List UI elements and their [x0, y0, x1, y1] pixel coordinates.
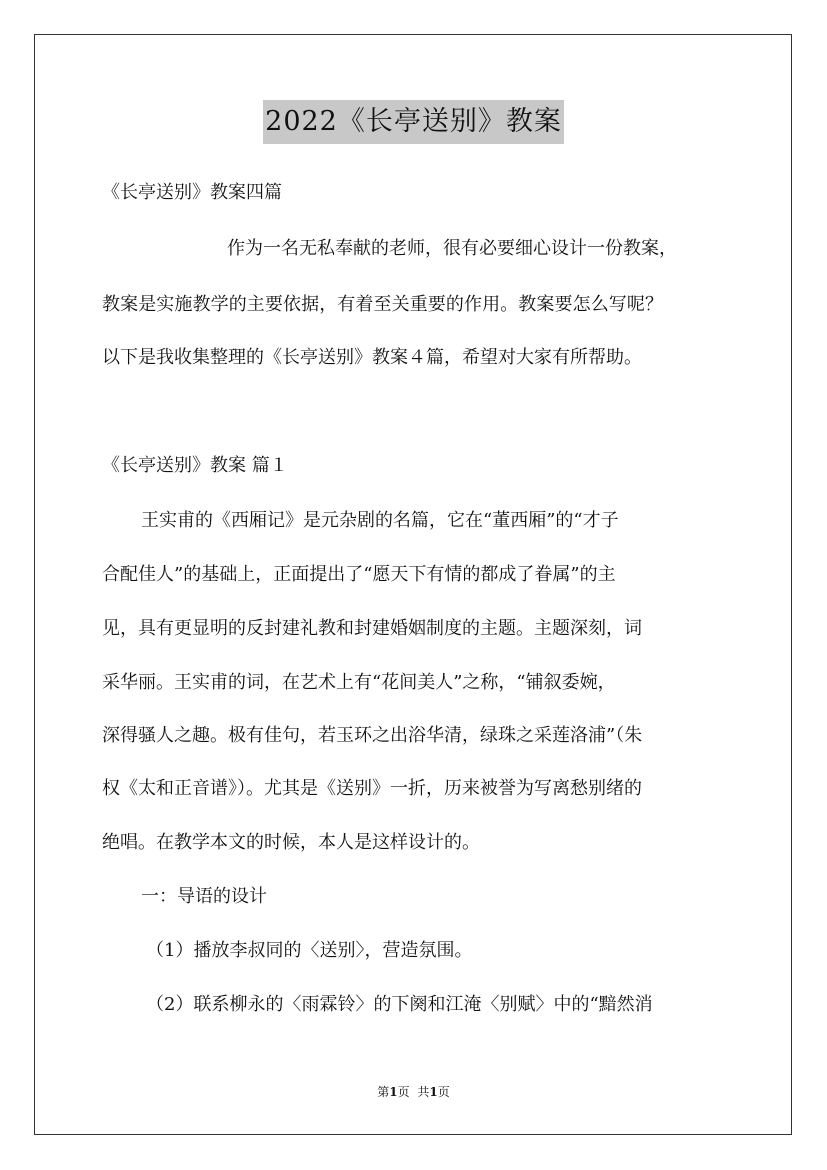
body-line-4: 采华丽。王实甫的词，在艺术上有“花间美人”之称，“铺叙委婉， — [102, 672, 616, 693]
total-prefix: 共 — [417, 1085, 430, 1099]
intro-line-3: 以下是我收集整理的《长亭送别》教案４篇，希望对大家有所帮助。 — [102, 347, 642, 368]
body-line-6: 权《太和正音谱》）。尤其是《送别》一折，历来被誉为写离愁别绪的 — [102, 778, 642, 799]
body-line-5: 深得骚人之趣。极有佳句，若玉环之出浴华清，绿珠之采莲洛浦”（朱 — [102, 725, 643, 746]
page-number: 1 — [389, 1085, 398, 1099]
list-item-1: （1）播放李叔同的〈送别〉，营造氛围。 — [146, 940, 473, 961]
list-item-2: （2）联系柳永的〈雨霖铃〉的下阕和江淹〈别赋〉中的“黯然消 — [146, 994, 653, 1015]
page-suffix: 页 — [397, 1085, 410, 1099]
page-prefix: 第 — [377, 1085, 390, 1099]
intro-line-2: 教案是实施教学的主要依据，有着至关重要的作用。教案要怎么写呢？ — [102, 294, 664, 315]
body-line-3: 见，具有更显明的反封建礼教和封建婚姻制度的主题。主题深刻，词 — [102, 618, 642, 639]
intro-line-1: 作为一名无私奉献的老师，很有必要细心设计一份教案， — [227, 238, 677, 259]
document-title-wrap — [0, 100, 827, 144]
subheading: 一：导语的设计 — [141, 886, 267, 907]
total-suffix: 页 — [437, 1085, 450, 1099]
total-pages: 1 — [429, 1085, 438, 1099]
page-footer — [0, 1084, 827, 1100]
body-line-7: 绝唱。在教学本文的时候，本人是这样设计的。 — [102, 832, 480, 853]
document-subtitle: 《长亭送别》教案四篇 — [102, 182, 282, 203]
body-line-1: 王实甫的《西厢记》是元杂剧的名篇，它在“董西厢”的“才子 — [141, 510, 619, 531]
document-title: 2022《长亭送别》教案 — [263, 100, 564, 144]
body-line-2: 合配佳人”的基础上，正面提出了“愿天下有情的都成了眷属”的主 — [102, 564, 616, 585]
section-heading: 《长亭送别》教案 篇１ — [102, 455, 288, 476]
